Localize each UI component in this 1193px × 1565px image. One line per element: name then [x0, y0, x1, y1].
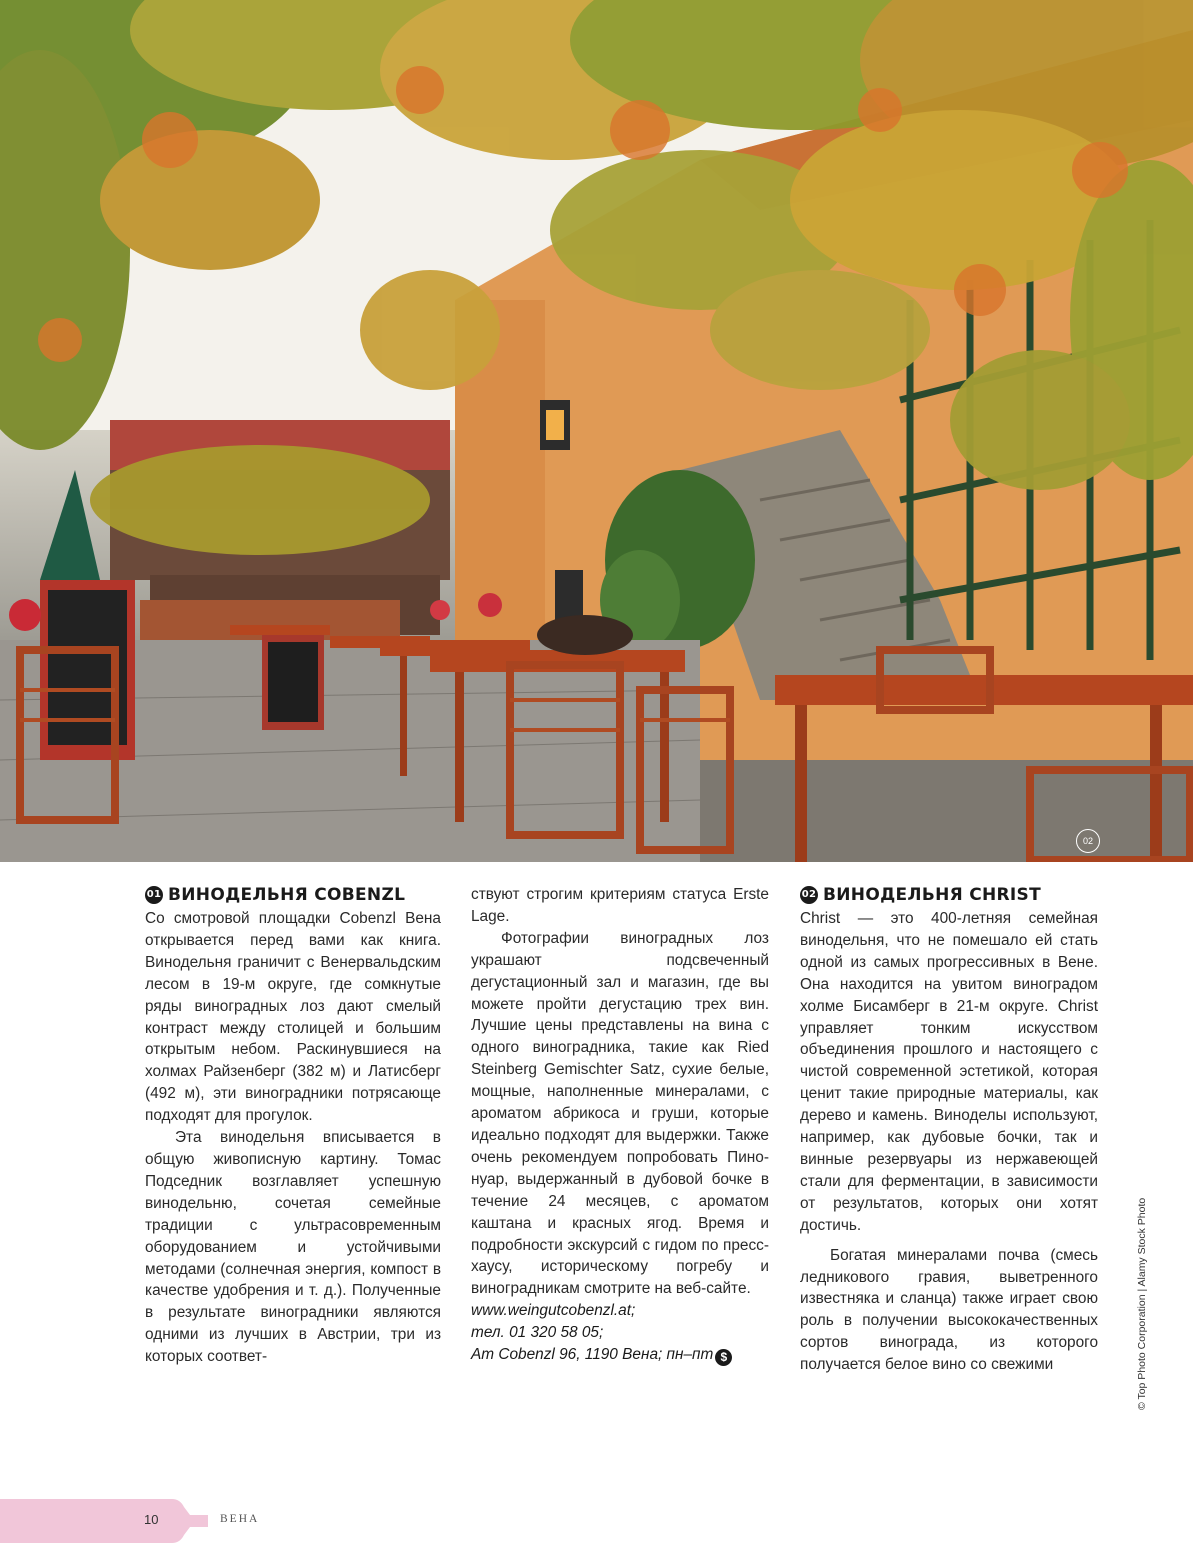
paragraph: Со смотровой площадки Cobenzl Вена открывается перед вами как книга. Винодельня граничит с Венервальдским лесом в 19-м округе, где сомкнутые ряды виноградных лоз дают смелый контраст между столицей и большим открытым небом. Раскинувшиеся на холмах Райзенберг (382 м) и Латисберг (492 м), эти виноградники потрясающе подходят для прогулок.: [145, 910, 441, 1125]
text-column-2: [471, 884, 769, 1366]
text-column-1: [145, 884, 441, 1368]
website-link[interactable]: www.weingutcobenzl.at;: [471, 1302, 636, 1320]
photo-number-badge: 02: [1076, 829, 1100, 853]
footer-section-label: ВЕНА: [220, 1513, 260, 1525]
price-icon: $: [715, 1349, 732, 1366]
section-heading-cobenzl: [145, 884, 441, 906]
address-text: Am Cobenzl 96, 1190 Вена; пн–пт: [471, 1346, 714, 1364]
section-number-badge: 02: [800, 886, 818, 904]
address-line: [471, 1344, 769, 1366]
section-title: ВИНОДЕЛЬНЯ CHRIST: [823, 885, 1041, 905]
paragraph: Эта винодельня вписывается в общую живописную картину. Томас Подседник возглавляет успешную винодельню, сочетая семейные традиции с ультрасовременным оборудованием и устойчивыми методами (солнечная энергия, компост в качестве удобрения и т. д.). Полученные в результате виноградники являются одними из лучших в Австрии, три из которых соответ-: [145, 1129, 441, 1366]
text-column-3: [800, 884, 1098, 1376]
paragraph: Christ — это 400-летняя семейная винодельня, что не помешало ей стать одной из самых прогрессивных в Вене. Она находится на увитом виноградом холме Бисамберг в 21-м округе. Christ управляет тонким искусством объединения прошлого и настоящего с чистой современной эстетикой, которая ценит такие природные материалы, как дерево и камень. Виноделы используют, например, как дубовые бочки, так и винные резервуары из нержавеющей стали для ферментации, в зависимости от результатов, которых они хотят достичь.: [800, 910, 1098, 1234]
section-heading-christ: [800, 884, 1098, 906]
section-title: ВИНОДЕЛЬНЯ COBENZL: [168, 885, 406, 905]
paragraph: Фотографии виноградных лоз украшают подсвеченный дегустационный зал и магазин, где вы можете пройти дегустацию трех вин. Лучшие цены представлены на вина с одного виноградника, такие как Ried Steinberg Gemischter Satz, сухие белые, мощные, наполненные минералами, с ароматом абрикоса и груши, которые идеально подходят для выдержки. Также очень рекомендуем попробовать Пино-нуар, выдержанный в дубовой бочке в течение 24 месяцев, с ароматом каштана и красных ягод. Время и подробности экскурсий с гидом по пресс-хаусу, историческому погребу и виноградникам смотрите на веб-сайте.: [471, 929, 769, 1298]
phone-number: тел. 01 320 58 05;: [471, 1324, 604, 1342]
page-number: 10: [144, 1512, 159, 1527]
footer-bottle-tab: [0, 1499, 208, 1543]
section-number-badge: 01: [145, 886, 163, 904]
paragraph: Богатая минералами почва (смесь ледникового гравия, выветренного известняка и сланца) также играет свою роль в получении высококачественных сортов винограда, из которого получается белое вино со свежими: [800, 1246, 1098, 1374]
photo-credit: © Top Photo Corporation | Alamy Stock Photo: [1136, 1197, 1148, 1410]
paragraph: ствуют строгим критериям статуса Erste Lage.: [471, 886, 769, 925]
